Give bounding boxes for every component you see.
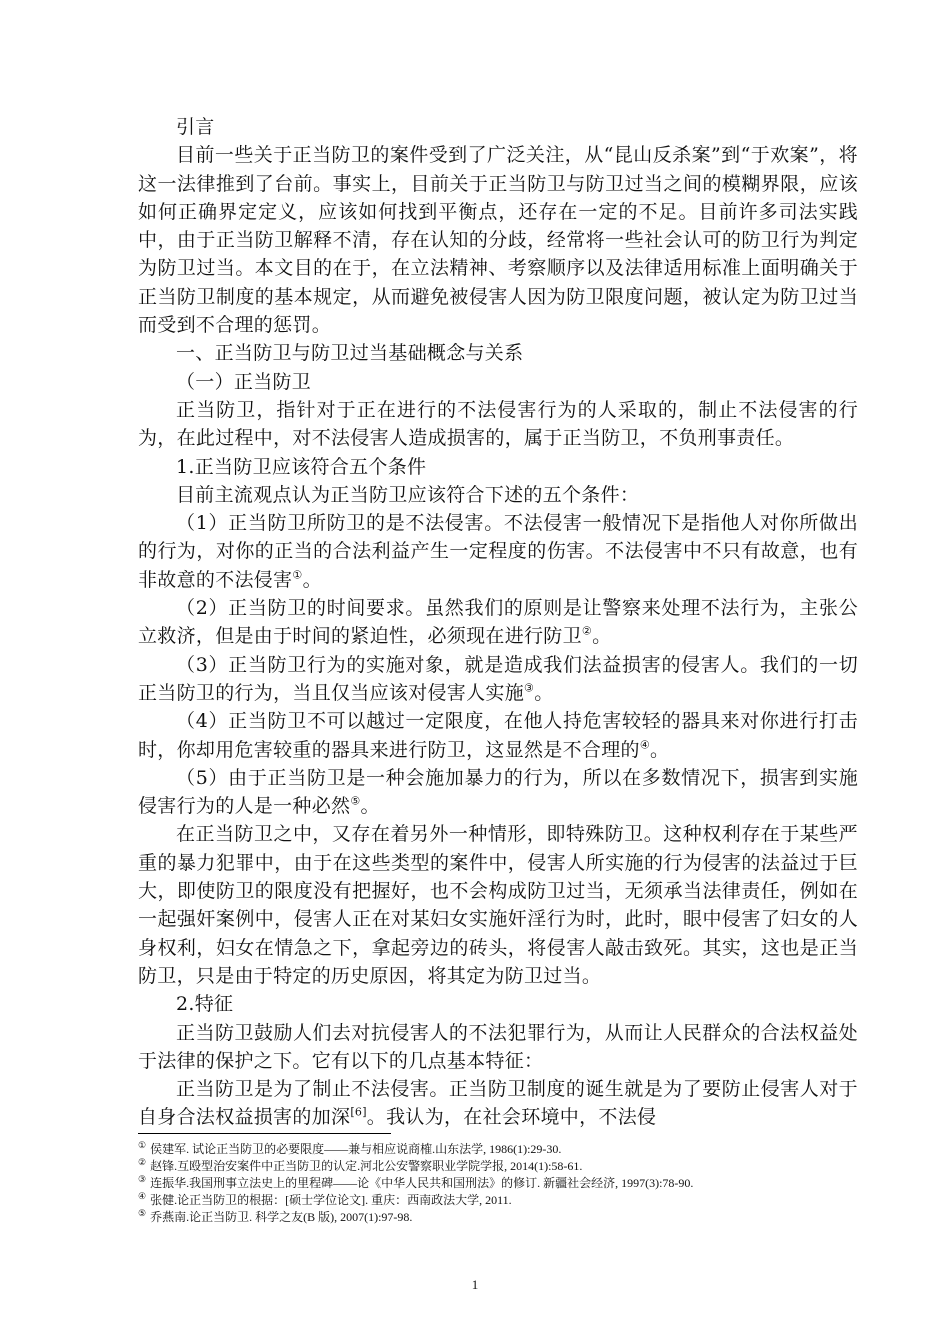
intro-heading (138, 113, 858, 141)
footnote-ref[interactable]: ① (292, 568, 303, 582)
paragraph-text-end: 。 (592, 625, 612, 648)
paragraph-intro (138, 141, 858, 339)
footnote-ref[interactable]: ④ (639, 738, 650, 752)
footnote-1 (138, 1141, 858, 1158)
footnotes (138, 1141, 858, 1226)
footnote-3 (138, 1175, 858, 1192)
paragraph-text-end: 。我认为，在社会环境中，不法侵 (366, 1106, 657, 1129)
footnote-ref[interactable]: ⑤ (350, 794, 361, 808)
paragraph-conditions-intro (138, 481, 858, 509)
paragraph-feature-1 (138, 1075, 858, 1132)
paragraph-condition-1 (138, 509, 858, 594)
paragraph-condition-2 (138, 594, 858, 651)
paragraph-text-end: 。 (534, 681, 554, 704)
section-heading (138, 339, 858, 367)
paragraph-text: 正当防卫，指针对于正在进行的不法侵害行为的人采取的，制止不法侵害的行为，在此过程中，对不法侵害人造成损害的，属于正当防卫，不负刑事责任。 (138, 398, 858, 450)
paragraph-condition-4 (138, 707, 858, 764)
paragraph-text: 正当防卫是为了制止不法侵害。正当防卫制度的诞生就是为了要防止侵害人对于自身合法权益损害的加深 (138, 1078, 858, 1129)
footnote-5 (138, 1209, 858, 1226)
paragraph-definition (138, 396, 858, 453)
paragraph-text: 目前主流观点认为正当防卫应该符合下述的五个条件： (176, 483, 640, 506)
footnote-text: 连振华.我国刑事立法史上的里程碑——论《中华人民共和国刑法》的修订. 新疆社会经济, 1997(3):78-90. (150, 1176, 694, 1190)
footnote-marker: ⑤ (138, 1208, 147, 1218)
paragraph-text: （2）正当防卫的时间要求。虽然我们的原则是让警察来处理不法行为，主张公立救济，但是由于时间的紧迫性，必须现在进行防卫 (138, 597, 858, 648)
item-heading-conditions (138, 453, 858, 481)
reference-marker[interactable]: [6] (350, 1106, 367, 1120)
footnote-4 (138, 1192, 858, 1209)
footnote-text: 乔燕南.论正当防卫. 科学之友(B 版), 2007(1):97-98. (150, 1210, 413, 1224)
footnote-ref[interactable]: ② (581, 625, 593, 639)
paragraph-text: 目前一些关于正当防卫的案件受到了广泛关注，从“昆山反杀案”到“于欢案”，将这一法律推到了台前。事实上，目前关于正当防卫与防卫过当之间的模糊界限，应该如何正确界定定义，应该如何找到平衡点，还存在一定的不足。目前许多司法实践中，由于正当防卫解释不清，存在认知的分歧，经常将一些社会认可的防卫行为判定为防卫过当。本文目的在于，在立法精神、考察顺序以及法律适用标准上面明确关于正当防卫制度的基本规定，从而避免被侵害人因为防卫限度问题，被认定为防卫过当而受到不合理的惩罚。 (138, 144, 858, 337)
paragraph-text: 正当防卫鼓励人们去对抗侵害人的不法犯罪行为，从而让人民群众的合法权益处于法律的保护之下。它有以下的几点基本特征： (138, 1021, 858, 1072)
item-heading-text: 1.正当防卫应该符合五个条件 (176, 455, 427, 478)
paragraph-text: （5）由于正当防卫是一种会施加暴力的行为，所以在多数情况下，损害到实施侵害行为的人是一种必然 (138, 766, 858, 818)
page-number: 1 (471, 1277, 479, 1292)
section-heading-text: 一、正当防卫与防卫过当基础概念与关系 (176, 342, 524, 365)
paragraph-special-defense (138, 820, 858, 990)
footnote-text: 侯建军. 试论正当防卫的必要限度——兼与相应说商榷.山东法学, 1986(1):29-30. (150, 1142, 562, 1156)
footnote-text: 赵锋.互殴型治安案件中正当防卫的认定.河北公安警察职业学院学报, 2014(1):58-61. (150, 1159, 583, 1173)
footnote-text: 张健.论正当防卫的根据：[硕士学位论文]. 重庆：西南政法大学, 2011. (150, 1193, 512, 1207)
item-heading-text: 2.特征 (176, 993, 234, 1016)
footnote-marker: ③ (138, 1174, 147, 1184)
body-text (138, 113, 858, 1132)
paragraph-text: 在正当防卫之中，又存在着另外一种情形，即特殊防卫。这种权利存在于某些严重的暴力犯罪中，由于在这些类型的案件中，侵害人所实施的行为侵害的法益过于巨大，即使防卫的限度没有把握好，也不会构成防卫过当，无须承当法律责任，例如在一起强奸案例中，侵害人正在对某妇女实施奸淫行为时，此时，眼中侵害了妇女的人身权利，妇女在情急之下，拿起旁边的砖头，将侵害人敲击致死。其实，这也是正当防卫，只是由于特定的历史原因，将其定为防卫过当。 (138, 823, 858, 987)
subsection-heading-text: （一）正当防卫 (176, 370, 312, 393)
paragraph-condition-3 (138, 651, 858, 708)
footnote-ref[interactable]: ③ (524, 681, 535, 695)
footnote-2 (138, 1158, 858, 1175)
paragraph-text-end: 。 (302, 568, 322, 591)
paragraph-text: （1）正当防卫所防卫的是不法侵害。不法侵害一般情况下是指他人对你所做出的行为，对你的正当的合法利益产生一定程度的伤害。不法侵害中不只有故意，也有非故意的不法侵害 (138, 512, 858, 591)
footnote-separator (138, 1133, 391, 1134)
footnote-marker: ② (138, 1157, 147, 1167)
paragraph-text: （4）正当防卫不可以越过一定限度，在他人持危害较轻的器具来对你进行打击时，你却用危害较重的器具来进行防卫，这显然是不合理的 (138, 710, 858, 761)
paragraph-text-end: 。 (360, 795, 380, 818)
footnote-marker: ① (138, 1140, 147, 1150)
paragraph-features-intro (138, 1019, 858, 1076)
paragraph-text-end: 。 (649, 738, 670, 761)
footnote-marker: ④ (138, 1191, 147, 1201)
paragraph-text: （3）正当防卫行为的实施对象，就是造成我们法益损害的侵害人。我们的一切正当防卫的行为，当且仅当应该对侵害人实施 (138, 653, 858, 704)
paragraph-condition-5 (138, 764, 858, 821)
item-heading-features (138, 990, 858, 1018)
subsection-heading (138, 368, 858, 396)
intro-heading-text: 引言 (176, 116, 215, 138)
